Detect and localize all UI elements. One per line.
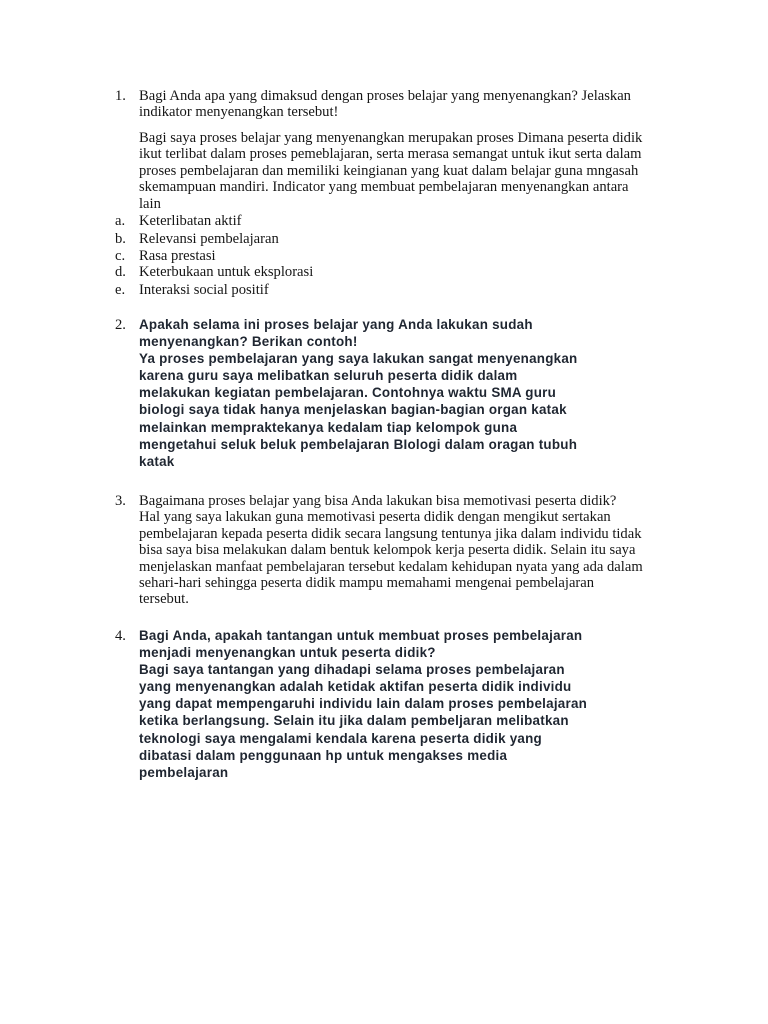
text-line: indikator menyenangkan tersebut! (139, 104, 339, 121)
list-marker: b. (115, 231, 126, 247)
text-line: skemampuan mandiri. Indicator yang membuat pembelajaran menyenangkan antara (139, 179, 629, 196)
question-answer-text (139, 493, 679, 608)
text-line: karena guru saya melibatkan seluruh peserta didik dalam (139, 368, 518, 384)
question-number: 1. (115, 88, 126, 104)
text-line: Bagi saya proses belajar yang menyenangkan merupakan proses Dimana peserta didik (139, 130, 643, 146)
text-line: Bagi Anda apa yang dimaksud dengan proses belajar yang menyenangkan? Jelaskan (139, 88, 631, 104)
text-line: Hal yang saya lakukan guna memotivasi peserta didik dengan mengikut sertakan (139, 509, 611, 526)
list-item (115, 282, 269, 298)
list-marker: e. (115, 282, 126, 298)
list-item-text: Interaksi social positif (139, 282, 269, 298)
list-item (115, 231, 279, 247)
text-line: lain (139, 195, 161, 212)
text-line: Bagaimana proses belajar yang bisa Anda lakukan bisa memotivasi peserta didik? (139, 493, 617, 509)
text-line: biologi saya tidak hanya menjelaskan bagian-bagian organ katak (139, 402, 567, 418)
question-number: 3. (115, 493, 126, 509)
text-line: menjelaskan manfaat pembelajaran tersebut kedalam kehidupan nyata yang ada dalam (139, 558, 643, 575)
text-line: yang dapat mempengaruhi individu lain dalam proses pembelajaran (139, 696, 588, 712)
list-marker: d. (115, 264, 126, 280)
question-text (139, 88, 679, 121)
text-line: melakukan kegiatan pembelajaran. Contohnya waktu SMA guru (139, 385, 557, 401)
text-line: yang menyenangkan adalah ketidak aktifan peserta didik individu (139, 679, 572, 695)
list-marker: c. (115, 248, 126, 264)
text-line: Apakah selama ini proses belajar yang Anda lakukan sudah (139, 317, 533, 332)
text-line: sehari-hari sehingga peserta didik mampu memahami mengenai pembelajaran (139, 575, 595, 592)
text-line: bisa saya bisa melakukan dalam bentuk kelompok kerja peserta didik. Selain itu saya (139, 542, 636, 559)
text-line: Ya proses pembelajaran yang saya lakukan sangat menyenangkan (139, 351, 578, 367)
text-line: ikut terlibat dalam proses pemeblajaran, serta merasa semangat untuk ikut serta dalam (139, 146, 642, 163)
text-line: katak (139, 453, 175, 469)
list-item (115, 248, 216, 264)
text-line: pembelajaran (139, 764, 229, 780)
text-line: mengetahui seluk beluk pembelajaran BIologi dalam oragan tubuh (139, 436, 578, 452)
list-item-text: Rasa prestasi (139, 248, 216, 264)
question-number: 4. (115, 628, 126, 644)
answer-text (139, 130, 679, 212)
list-item-text: Relevansi pembelajaran (139, 231, 279, 247)
text-line: dibatasi dalam penggunaan hp untuk mengakses media (139, 747, 508, 763)
text-line: menyenangkan? Berikan contoh! (139, 334, 358, 350)
text-line: teknologi saya mengalami kendala karena peserta didik yang (139, 730, 542, 746)
list-item-text: Keterbukaan untuk eksplorasi (139, 264, 314, 280)
question-number: 2. (115, 317, 126, 333)
question-answer-text (139, 627, 679, 781)
list-item-text: Keterlibatan aktif (139, 213, 242, 229)
text-line: melainkan mempraktekanya kedalam tiap kelompok guna (139, 419, 518, 435)
list-item (115, 264, 313, 280)
text-line: ketika berlangsung. Selain itu jika dalam pembeljaran melibatkan (139, 713, 569, 729)
text-line: pembelajaran kepada peserta didik secara langsung tentunya jika dalam individu tidak (139, 525, 642, 542)
text-line: menjadi menyenangkan untuk peserta didik? (139, 645, 436, 661)
list-item (115, 213, 242, 229)
text-line: proses pembelajaran dan memiliki keingianan yang kuat dalam belajar guna mngasah (139, 162, 639, 179)
text-line: Bagi Anda, apakah tantangan untuk membuat proses pembelajaran (139, 628, 583, 643)
text-line: Bagi saya tantangan yang dihadapi selama proses pembelajaran (139, 662, 565, 678)
list-marker: a. (115, 213, 126, 229)
question-answer-text (139, 316, 679, 470)
text-line: tersebut. (139, 591, 189, 608)
